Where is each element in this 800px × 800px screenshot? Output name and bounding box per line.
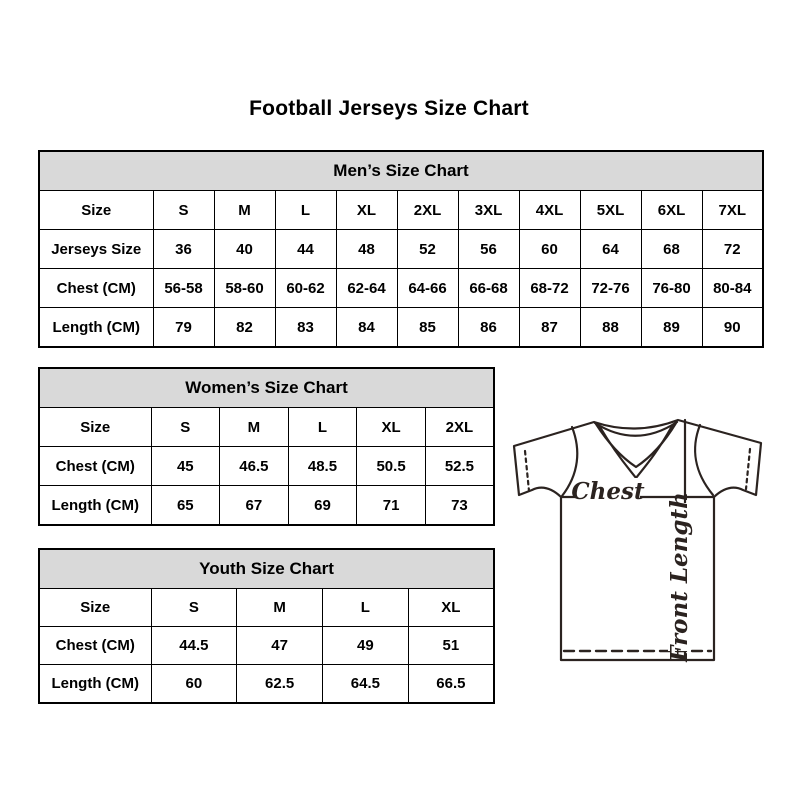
page-title: Football Jerseys Size Chart bbox=[249, 97, 529, 120]
table-cell: 48 bbox=[336, 230, 397, 269]
table-cell: 60 bbox=[519, 230, 580, 269]
table-cell: 84 bbox=[336, 308, 397, 348]
table-cell: 80-84 bbox=[702, 269, 763, 308]
table-cell: 49 bbox=[323, 627, 409, 665]
table-header-row bbox=[39, 151, 763, 191]
row-label-cell: Chest (CM) bbox=[39, 447, 151, 486]
table-row bbox=[39, 191, 763, 230]
table-cell: 76-80 bbox=[641, 269, 702, 308]
table-cell: 64 bbox=[580, 230, 641, 269]
table-cell: M bbox=[220, 408, 289, 447]
table-cell: 79 bbox=[153, 308, 214, 348]
table-cell: 2XL bbox=[397, 191, 458, 230]
table-cell: 66-68 bbox=[458, 269, 519, 308]
table-row bbox=[39, 665, 494, 704]
table-cell: 83 bbox=[275, 308, 336, 348]
table-cell: 44 bbox=[275, 230, 336, 269]
table-cell: 82 bbox=[214, 308, 275, 348]
table-cell: 5XL bbox=[580, 191, 641, 230]
table-cell: L bbox=[323, 589, 409, 627]
table-cell: 60-62 bbox=[275, 269, 336, 308]
table-cell: 6XL bbox=[641, 191, 702, 230]
table-cell: 2XL bbox=[425, 408, 494, 447]
table-cell: 52 bbox=[397, 230, 458, 269]
front-length-label: Front Length bbox=[666, 492, 693, 662]
table-cell: 58-60 bbox=[214, 269, 275, 308]
mens-table-title: Men’s Size Chart bbox=[39, 151, 763, 191]
jersey-outline bbox=[514, 420, 761, 660]
table-cell: 73 bbox=[425, 486, 494, 526]
table-row bbox=[39, 627, 494, 665]
row-label-cell: Chest (CM) bbox=[39, 269, 153, 308]
row-label-cell: Length (CM) bbox=[39, 486, 151, 526]
table-cell: S bbox=[151, 408, 220, 447]
table-cell: 56-58 bbox=[153, 269, 214, 308]
table-cell: 90 bbox=[702, 308, 763, 348]
row-label-cell: Jerseys Size bbox=[39, 230, 153, 269]
table-row bbox=[39, 447, 494, 486]
table-cell: S bbox=[153, 191, 214, 230]
table-cell: 56 bbox=[458, 230, 519, 269]
table-cell: 87 bbox=[519, 308, 580, 348]
table-cell: 88 bbox=[580, 308, 641, 348]
row-label-cell: Chest (CM) bbox=[39, 627, 151, 665]
table-row bbox=[39, 269, 763, 308]
table-cell: 52.5 bbox=[425, 447, 494, 486]
table-cell: 62-64 bbox=[336, 269, 397, 308]
table-cell: 64.5 bbox=[323, 665, 409, 704]
womens-table-title: Women’s Size Chart bbox=[39, 368, 494, 408]
table-cell: L bbox=[275, 191, 336, 230]
table-cell: M bbox=[214, 191, 275, 230]
table-row bbox=[39, 486, 494, 526]
table-row bbox=[39, 589, 494, 627]
table-row bbox=[39, 230, 763, 269]
table-cell: S bbox=[151, 589, 237, 627]
youth-size-table bbox=[38, 548, 495, 704]
table-cell: 7XL bbox=[702, 191, 763, 230]
table-cell: 66.5 bbox=[408, 665, 494, 704]
table-cell: 72-76 bbox=[580, 269, 641, 308]
youth-table-title: Youth Size Chart bbox=[39, 549, 494, 589]
row-label-cell: Size bbox=[39, 408, 151, 447]
table-cell: 40 bbox=[214, 230, 275, 269]
table-cell: 67 bbox=[220, 486, 289, 526]
table-cell: 50.5 bbox=[357, 447, 426, 486]
table-cell: L bbox=[288, 408, 357, 447]
table-cell: 64-66 bbox=[397, 269, 458, 308]
table-cell: 47 bbox=[237, 627, 323, 665]
table-cell: 68 bbox=[641, 230, 702, 269]
table-header-row bbox=[39, 549, 494, 589]
mens-size-table bbox=[38, 150, 764, 348]
table-row bbox=[39, 408, 494, 447]
table-cell: 72 bbox=[702, 230, 763, 269]
table-cell: 86 bbox=[458, 308, 519, 348]
table-cell: 68-72 bbox=[519, 269, 580, 308]
table-cell: 69 bbox=[288, 486, 357, 526]
table-cell: 62.5 bbox=[237, 665, 323, 704]
table-cell: XL bbox=[408, 589, 494, 627]
table-cell: 48.5 bbox=[288, 447, 357, 486]
table-cell: 46.5 bbox=[220, 447, 289, 486]
womens-size-table bbox=[38, 367, 495, 526]
table-header-row bbox=[39, 368, 494, 408]
table-cell: 85 bbox=[397, 308, 458, 348]
table-cell: 45 bbox=[151, 447, 220, 486]
row-label-cell: Length (CM) bbox=[39, 308, 153, 348]
table-cell: XL bbox=[357, 408, 426, 447]
chest-label: Chest bbox=[571, 478, 645, 505]
table-cell: 89 bbox=[641, 308, 702, 348]
table-cell: 60 bbox=[151, 665, 237, 704]
table-cell: 3XL bbox=[458, 191, 519, 230]
table-cell: 44.5 bbox=[151, 627, 237, 665]
row-label-cell: Size bbox=[39, 589, 151, 627]
row-label-cell: Length (CM) bbox=[39, 665, 151, 704]
table-cell: 4XL bbox=[519, 191, 580, 230]
table-cell: M bbox=[237, 589, 323, 627]
table-cell: 65 bbox=[151, 486, 220, 526]
table-cell: 36 bbox=[153, 230, 214, 269]
table-cell: XL bbox=[336, 191, 397, 230]
jersey-diagram bbox=[505, 412, 770, 664]
table-cell: 51 bbox=[408, 627, 494, 665]
table-cell: 71 bbox=[357, 486, 426, 526]
table-row bbox=[39, 308, 763, 348]
row-label-cell: Size bbox=[39, 191, 153, 230]
